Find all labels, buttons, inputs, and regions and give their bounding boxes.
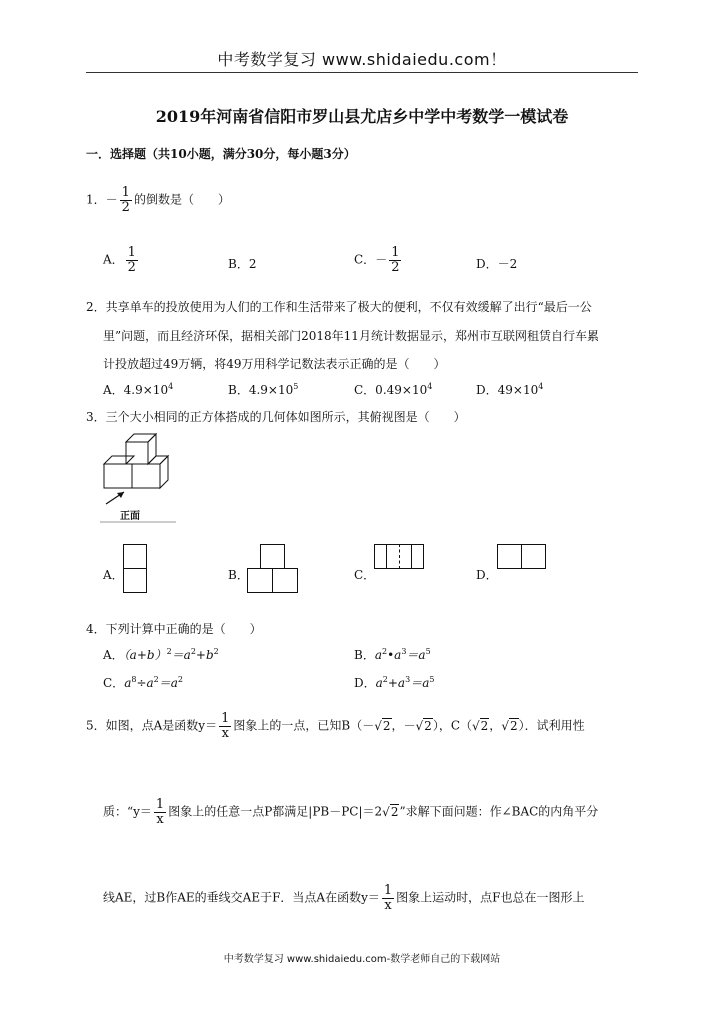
q1-option-a: A． $\frac{1}{2}$ xyxy=(103,245,136,275)
q1-option-c: C．－ $\frac{1}{2}$ xyxy=(354,245,400,275)
q3-option-d-label: D． xyxy=(476,568,498,582)
q4-option-b: B．$a^2•a^3=a^5$ xyxy=(354,647,431,662)
q2-option-b: B．$4.9\times 10^5$ xyxy=(228,382,299,397)
page-footer: 中考数学复习 www.shidaiedu.com-数学老师自己的下载网站 xyxy=(223,954,501,965)
fraction: $\frac{1}{2}$ xyxy=(121,185,130,215)
question-4: 4．下列计算中正确的是（ ） xyxy=(86,622,262,636)
q2-option-a: A．$4.9\times 10^4$ xyxy=(103,382,174,397)
q3-option-b-label: B． xyxy=(228,568,249,582)
q1-option-d: D．－2 xyxy=(476,257,518,271)
question-2-line-1: 2．共享单车的投放使用为人们的工作和生活带来了极大的便利，不仅有效缓解了出行“最后一公 xyxy=(86,300,592,314)
q3-option-c-label: C． xyxy=(354,568,376,582)
cube-figure xyxy=(100,432,180,526)
q4-option-c: C．$a^8\div a^2=a^2$ xyxy=(103,675,183,690)
question-3: 3．三个大小相同的正方体搭成的几何体如图所示，其俯视图是（ ） xyxy=(86,410,466,424)
question-5-line-3: 线AE，过B作AE的垂线交AE于F．当点A在函数y＝ $\frac{1}{x}$ 图象上运动时，点F也总在一图形上 xyxy=(103,883,585,913)
q4-option-d: D．$a^2+a^3=a^5$ xyxy=(354,675,435,690)
q4-option-a: A．$(a+b)^2=a^2+b^2$ xyxy=(103,647,219,662)
q3-option-a-label: A． xyxy=(103,568,124,582)
q2-option-c: C．$0.49\times 10^4$ xyxy=(354,382,433,397)
question-2-line-2: 里”问题，而且经济环保，据相关部门2018年11月统计数据显示，郑州市互联网租赁自行车累 xyxy=(103,329,599,343)
front-label: 正面 xyxy=(120,511,140,522)
question-1: 1．－ $\frac{1}{2}$ 的倒数是（ ） xyxy=(86,185,230,215)
exam-title: 2019年河南省信阳市罗山县尤店乡中学中考数学一模试卷 xyxy=(155,107,569,126)
q2-option-d: D．$49\times 10^4$ xyxy=(476,382,544,397)
q1-option-b: B．2 xyxy=(228,257,257,271)
section-heading: 一．选择题（共10小题，满分30分，每小题3分） xyxy=(86,147,356,161)
question-2-line-3: 计投放超过49万辆，将49万用科学记数法表示正确的是（ ） xyxy=(103,357,446,371)
site-header: 中考数学复习 www.shidaiedu.com！ xyxy=(217,50,507,69)
question-5-line-2: 质：“y＝ $\frac{1}{x}$ 图象上的任意一点P都满足|PB－PC|＝2√2”求解下面问题：作∠BAC的内角平分 xyxy=(103,797,599,827)
header-divider xyxy=(86,72,638,73)
question-5-line-1: 5．如图，点A是函数y＝ $\frac{1}{x}$ 图象上的一点，已知B（－√2，－√2），C（√2，√2）．试利用性 xyxy=(86,711,585,741)
